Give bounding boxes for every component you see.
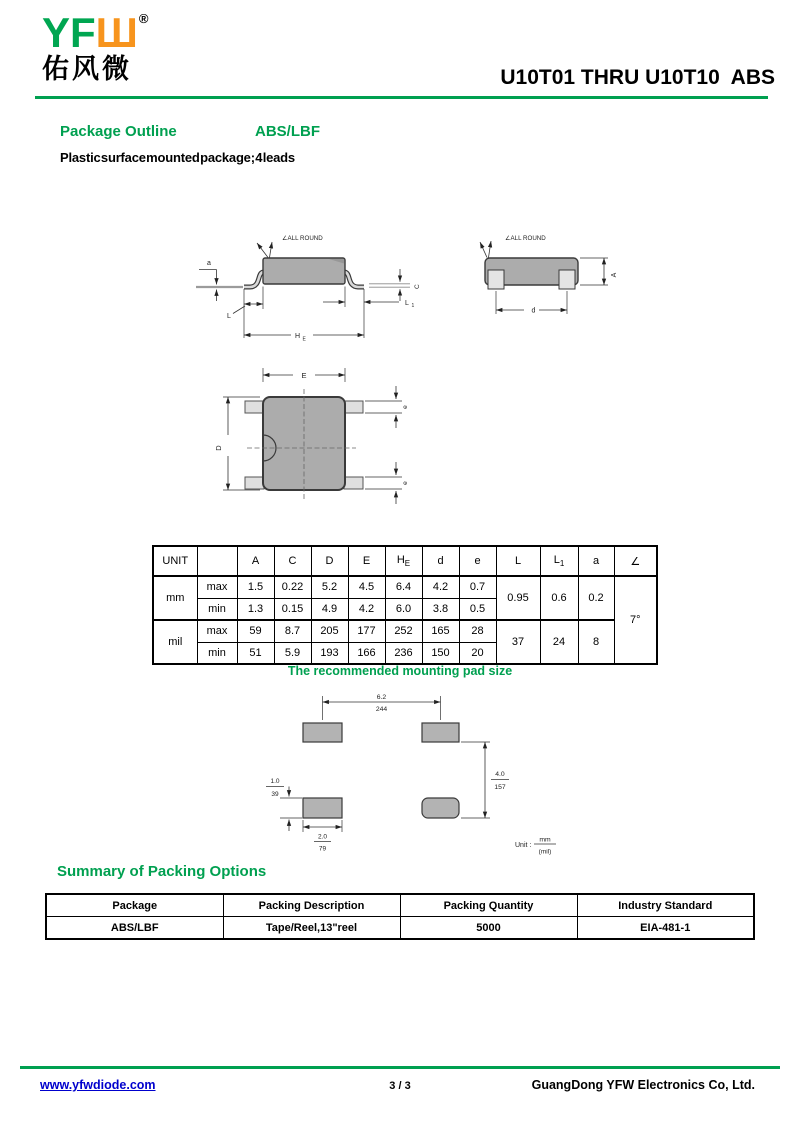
dim-cell: 1.5 [237,576,274,598]
dim-cell: 0.5 [459,598,496,620]
col-e: e [459,546,496,576]
col-E: E [348,546,385,576]
row-mil-max [153,620,657,642]
logo-w-glyph: Ш [95,9,138,56]
dim-cell: 4.2 [348,598,385,620]
website-link[interactable]: www.yfwdiode.com [40,1078,156,1092]
dim-label-C: C [414,284,421,289]
side-view-dimensions [199,242,410,338]
dim-cell: 0.7 [459,576,496,598]
limit-cell: min [197,642,237,664]
dim-cell: 4.5 [348,576,385,598]
packing-col-quantity: Packing Quantity [400,894,577,917]
dim-cell: 51 [237,642,274,664]
dim-label-d: d [531,307,536,315]
pad-dim-top-mil: 244 [375,706,388,713]
dim-label-L1-sub: 1 [411,303,415,309]
dim-cell: 20 [459,642,496,664]
package-body-side [263,258,345,284]
registered-mark: ® [138,11,149,26]
unit-mm-cell: mm [153,576,197,620]
dimension-table [152,545,658,665]
dim-cell: 59 [237,620,274,642]
col-angle: ∠ [614,546,657,576]
pad-dim-right-mil: 157 [494,784,506,791]
pad-dim-left-mm: 1.0 [270,778,280,785]
pad-dim-left-mil: 39 [271,791,279,798]
logo [42,9,149,84]
packing-col-standard: Industry Standard [577,894,754,917]
packing-standard: EIA-481-1 [577,917,754,940]
packing-data-row [46,917,754,940]
packing-col-description: Packing Description [223,894,400,917]
logo-chinese-text: 佑风微 [42,54,132,84]
company-name: GuangDong YFW Electronics Co, Ltd. [531,1078,755,1092]
dim-cell-L-mil: 37 [496,620,540,664]
row-mm-max [153,576,657,598]
dim-cell-L1-mm: 0.6 [540,576,578,620]
dim-cell: 3.8 [422,598,459,620]
pad-unit-mm: mm [539,836,551,844]
dim-cell: 0.15 [274,598,311,620]
pad-dim-top-mm: 6.2 [376,694,387,701]
dim-cell: 177 [348,620,385,642]
dim-cell: 0.22 [274,576,311,598]
dim-cell: 28 [459,620,496,642]
dim-cell: 150 [422,642,459,664]
dimension-header-row [153,546,657,576]
dim-cell: 6.0 [385,598,422,620]
pad-dim-right-mm: 4.0 [495,771,505,778]
dim-cell-L-mm: 0.95 [496,576,540,620]
dim-cell-a-mm: 0.2 [578,576,614,620]
footer-divider [20,1066,780,1069]
col-blank [197,546,237,576]
dim-cell-a-mil: 8 [578,620,614,664]
dim-cell: 5.2 [311,576,348,598]
col-C: C [274,546,311,576]
dim-cell-angle: 7° [614,576,657,664]
dim-label-A: A [611,272,618,278]
dim-label-e-top: e [402,405,409,409]
dim-label-D: D [214,445,223,451]
col-HE: $H_E$ [385,546,422,576]
page-title: U10T01 THRU U10T10 ABS [500,66,775,89]
dim-label-E: E [301,371,307,380]
dim-label-a: a [207,260,211,267]
dim-label-e-bottom: e [402,481,409,485]
packing-heading: Summary of Packing Options [57,863,267,880]
col-d: d [422,546,459,576]
dim-label-L: L [227,313,231,320]
col-D: D [311,546,348,576]
dim-cell: 6.4 [385,576,422,598]
side-all-round-label: ∠ALL ROUND [282,235,323,242]
pad-dimensions [266,696,556,844]
dim-cell: 8.7 [274,620,311,642]
package-description: Plastic surface mounted package; 4 leads [60,150,295,165]
pad-dim-bottom-mil: 79 [318,845,327,853]
packing-col-package: Package [46,894,223,917]
lead-tab-left [488,270,504,289]
pads [303,723,459,818]
packing-quantity: 5000 [400,917,577,940]
dim-cell: 5.9 [274,642,311,664]
dim-label-HE-sub: E [302,336,306,343]
side-view-drawing [183,226,433,346]
end-view-drawing [460,226,638,328]
header-divider [35,96,768,99]
dim-cell: 252 [385,620,422,642]
limit-cell: max [197,576,237,598]
packing-package: ABS/LBF [46,917,223,940]
dim-cell-L1-mil: 24 [540,620,578,664]
dim-cell: 166 [348,642,385,664]
page-number: 3 / 3 [389,1080,411,1092]
pad-unit-mil: (mil) [538,848,552,856]
packing-header-row [46,894,754,917]
dim-label-L1: L [405,300,409,307]
col-L1: $L_1$ [540,546,578,576]
package-name: ABS/LBF [255,123,320,140]
limit-cell: min [197,598,237,620]
packing-description: Tape/Reel,13"reel [223,917,400,940]
dim-cell: 193 [311,642,348,664]
end-all-round-label: ∠ALL ROUND [505,235,546,242]
col-a: a [578,546,614,576]
dim-cell: 205 [311,620,348,642]
logo-yf-text: YF [42,9,96,56]
section-heading: Package Outline [60,123,177,140]
col-A: A [237,546,274,576]
unit-mil-cell: mil [153,620,197,664]
dim-cell: 4.2 [422,576,459,598]
top-view-drawing [206,358,421,520]
dim-cell: 165 [422,620,459,642]
col-L: L [496,546,540,576]
col-unit: UNIT [153,546,197,576]
dim-cell: 1.3 [237,598,274,620]
logo-wordmark [42,9,149,56]
packing-table [45,893,755,940]
pad-unit-label: Unit : [515,842,532,849]
mounting-pad-title: The recommended mounting pad size [287,664,513,678]
lead-tab-right [559,270,575,289]
dim-cell: 236 [385,642,422,664]
mounting-pad-drawing [253,686,565,858]
limit-cell: max [197,620,237,642]
dim-label-HE: H [295,333,301,340]
pad-dim-bottom-mm: 2.0 [317,833,328,841]
dim-cell: 4.9 [311,598,348,620]
